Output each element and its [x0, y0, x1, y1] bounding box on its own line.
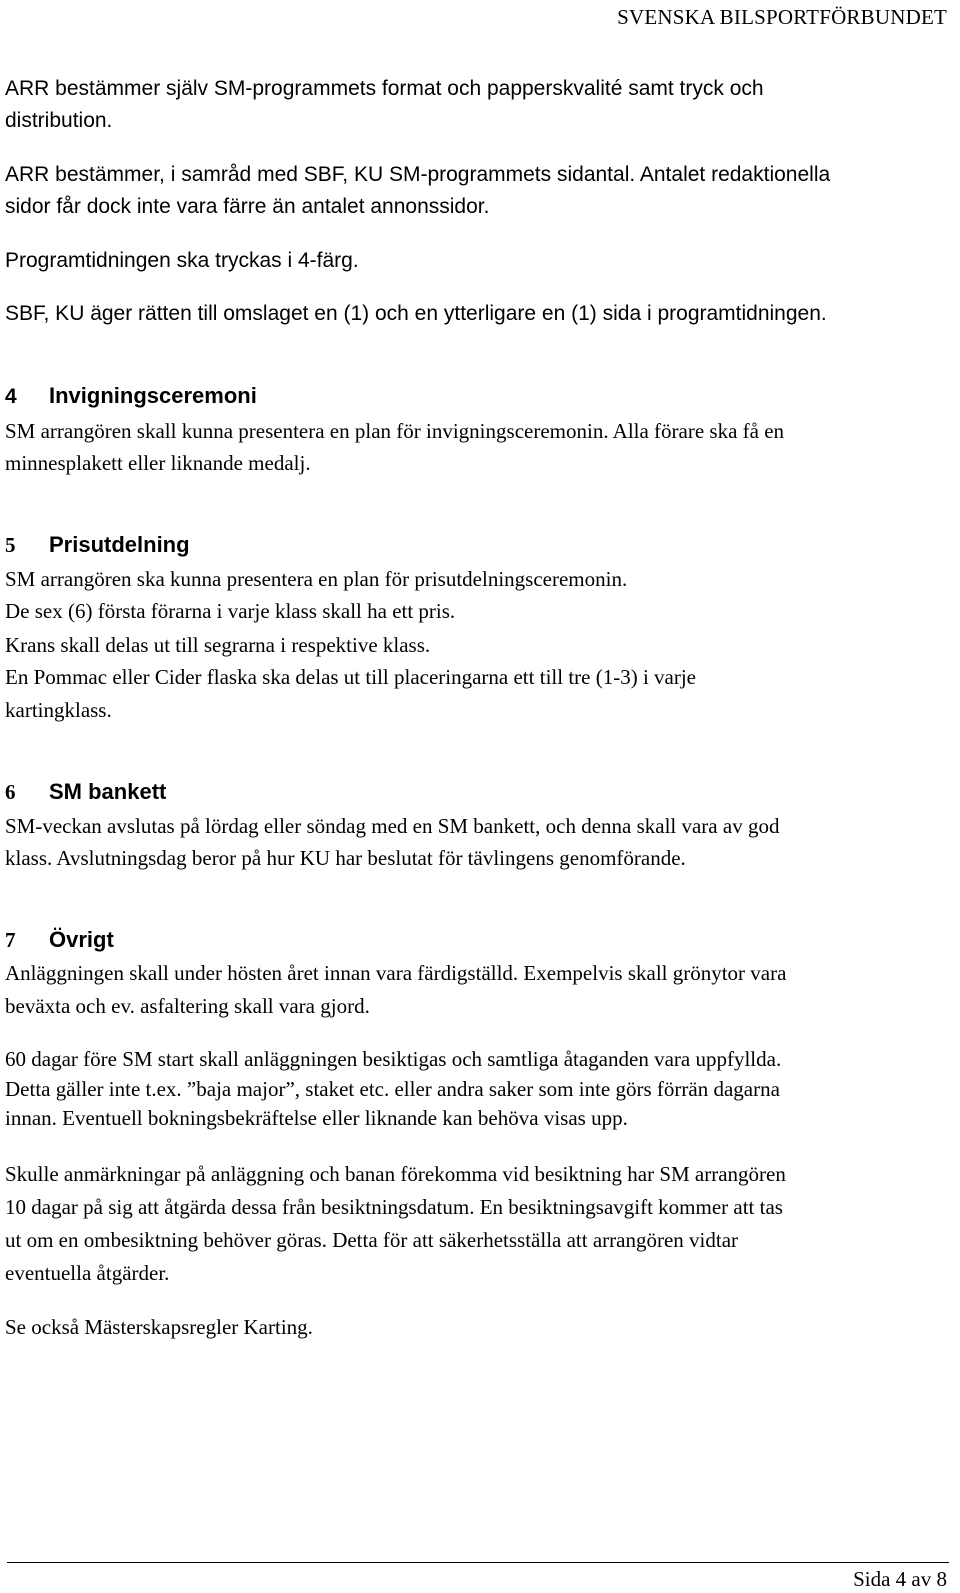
section-line: SM-veckan avslutas på lördag eller söndag med en SM bankett, och denna skall vara av god [5, 814, 780, 838]
section-line: SM arrangören ska kunna presentera en plan för prisutdelningsceremonin. [5, 567, 628, 591]
footer-divider [7, 1562, 949, 1563]
section-line: minnesplakett eller liknande medalj. [5, 451, 311, 475]
section-line: Krans skall delas ut till segrarna i respektive klass. [5, 633, 431, 657]
section-line: SM arrangören skall kunna presentera en plan för invigningsceremonin. Alla förare ska få en [5, 419, 785, 443]
paragraph-line: Programtidningen ska tryckas i 4-färg. [5, 249, 359, 272]
section-heading-5 [5, 529, 190, 561]
page-number: Sida 4 av 8 [853, 1567, 947, 1591]
section-line: 60 dagar före SM start skall anläggningen besiktigas och samtliga åtaganden vara uppfyllda. [5, 1047, 782, 1071]
section-line: En Pommac eller Cider flaska ska delas ut till placeringarna ett till tre (1-3) i varje [5, 665, 697, 689]
section-line: Detta gäller inte t.ex. ”baja major”, staket etc. eller andra saker som inte görs förrän dagarna [5, 1077, 780, 1101]
section-line: Skulle anmärkningar på anläggning och banan förekomma vid besiktning har SM arrangören [5, 1162, 786, 1186]
section-heading-4 [5, 380, 257, 413]
section-line: kartingklass. [5, 698, 112, 722]
section-title: Övrigt [49, 927, 114, 952]
section-heading-6 [5, 776, 166, 808]
section-line: klass. Avslutningsdag beror på hur KU har beslutat för tävlingens genomförande. [5, 846, 686, 870]
section-number: 4 [5, 385, 17, 408]
section-line: eventuella åtgärder. [5, 1261, 170, 1285]
section-line: Anläggningen skall under hösten året innan vara färdigställd. Exempelvis skall grönytor vara [5, 961, 787, 985]
section-line: innan. Eventuell bokningsbekräftelse eller liknande kan behöva visas upp. [5, 1106, 628, 1130]
paragraph-line: ARR bestämmer, i samråd med SBF, KU SM-programmets sidantal. Antalet redaktionella [5, 163, 831, 186]
section-title: Prisutdelning [49, 532, 190, 557]
section-number: 5 [5, 533, 16, 557]
section-line: De sex (6) första förarna i varje klass skall ha ett pris. [5, 599, 456, 623]
section-title: SM bankett [49, 779, 167, 804]
section-line: Se också Mästerskapsregler Karting. [5, 1315, 313, 1339]
section-line: beväxta och ev. asfaltering skall vara gjord. [5, 994, 370, 1018]
paragraph-line: SBF, KU äger rätten till omslaget en (1) och en ytterligare en (1) sida i programtidningen. [5, 302, 827, 325]
paragraph-line: sidor får dock inte vara färre än antalet annonssidor. [5, 195, 490, 218]
paragraph-line: distribution. [5, 109, 113, 132]
section-heading-7 [5, 924, 114, 956]
section-number: 7 [5, 928, 16, 952]
section-line: ut om en ombesiktning behöver göras. Detta för att säkerhetsställa att arrangören vidtar [5, 1228, 739, 1252]
section-line: 10 dagar på sig att åtgärda dessa från besiktningsdatum. En besiktningsavgift kommer att tas [5, 1195, 783, 1219]
paragraph-line: ARR bestämmer själv SM-programmets format och papperskvalité samt tryck och [5, 77, 764, 100]
document-header-title: SVENSKA BILSPORTFÖRBUNDET [617, 5, 947, 29]
section-title: Invigningsceremoni [49, 383, 257, 408]
section-number: 6 [5, 780, 16, 804]
